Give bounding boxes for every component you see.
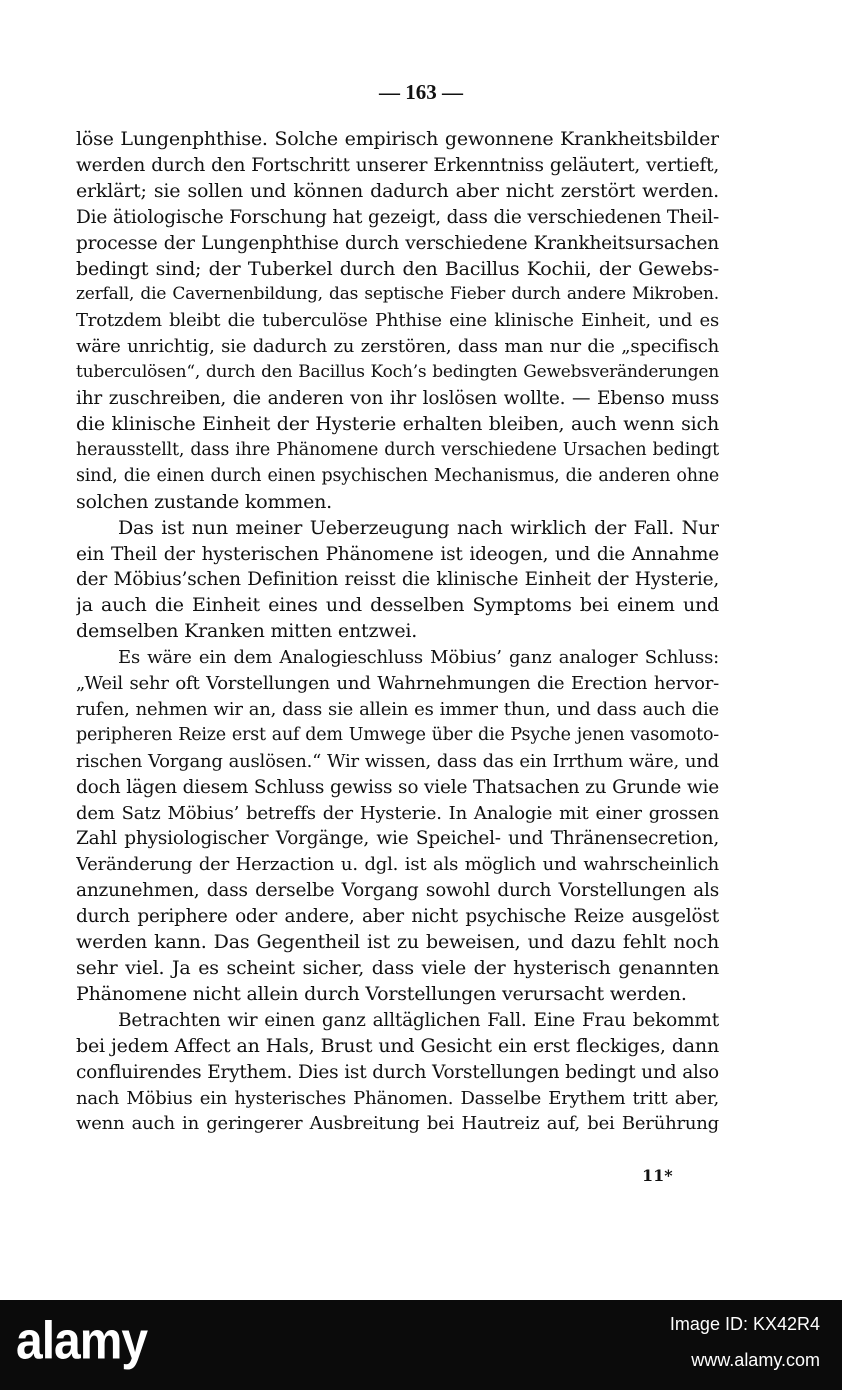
text-line: demselben Kranken mitten entzwei. [76,620,418,643]
text-line: bedingt sind; der Tuberkel durch den Bacillus Kochii, der Gewebs- [76,257,719,280]
text-line: wenn auch in geringerer Ausbreitung bei Hautreiz auf, bei Berührung [76,1113,719,1135]
page-number: — 163 — [379,80,463,104]
alamy-logo: alamy [16,1312,148,1371]
text-line: sehr viel. Ja es scheint sicher, dass viele der hysterisch genannten [76,957,719,979]
text-line: löse Lungenphthise. Solche empirisch gewonnene Krankheitsbilder [76,128,719,150]
text-line: Es wäre ein dem Analogieschluss Möbius’ ganz analoger Schluss: [118,647,719,669]
text-line: erklärt; sie sollen und können dadurch aber nicht zerstört werden. [76,179,719,202]
text-line: rufen, nehmen wir an, dass sie allein es immer thun, und dass auch die [76,698,719,720]
text-line: confluirendes Erythem. Dies ist durch Vorstellungen bedingt und also [76,1061,719,1083]
body-text [76,127,719,1137]
text-line: „Weil sehr oft Vorstellungen und Wahrnehmungen die Erection hervor- [76,673,719,695]
text-line: nach Möbius ein hysterisches Phänomen. Dasselbe Erythem tritt aber, [76,1087,719,1109]
text-line: ein Theil der hysterischen Phänomene ist ideogen, und die Annahme [76,543,719,565]
text-line: Das ist nun meiner Ueberzeugung nach wirklich der Fall. Nur [118,516,719,539]
text-line: peripheren Reize erst auf dem Umwege über die Psyche jenen vasomoto- [76,724,719,745]
watermark-url: www.alamy.com [691,1350,820,1370]
text-line: werden durch den Fortschritt unserer Erkenntniss geläutert, vertieft, [76,154,719,176]
text-line: werden kann. Das Gegentheil ist zu beweisen, und dazu fehlt noch [76,931,719,954]
text-line: rischen Vorgang auslösen.“ Wir wissen, dass das ein Irrthum wäre, und [76,750,719,772]
text-line: Veränderung der Herzaction u. dgl. ist als möglich und wahrscheinlich [76,854,719,876]
text-line: Phänomene nicht allein durch Vorstellungen verursacht werden. [76,982,687,1005]
text-line: anzunehmen, dass derselbe Vorgang sowohl durch Vorstellungen als [76,880,719,902]
signature-mark: 11* [642,1166,673,1185]
text-line: durch periphere oder andere, aber nicht psychische Reize ausgelöst [76,906,719,928]
text-line: zerfall, die Cavernenbildung, das septische Fieber durch andere Mikroben. [76,284,719,305]
text-line: tuberculösen“, durch den Bacillus Koch’s bedingten Gewebsveränderungen [76,362,719,383]
text-line: processe der Lungenphthise durch verschiedene Krankheitsursachen [76,232,719,254]
text-line: die klinische Einheit der Hysterie erhalten bleiben, auch wenn sich [76,412,719,435]
watermark-bar [0,1300,842,1390]
text-line: Zahl physiologischer Vorgänge, wie Speichel- und Thränensecretion, [76,828,719,850]
text-line: ja auch die Einheit eines und desselben Symptoms bei einem und [76,594,719,617]
text-line: sind, die einen durch einen psychischen Mechanismus, die anderen ohne [76,465,719,486]
text-line: Trotzdem bleibt die tuberculöse Phthise eine klinische Einheit, und es [76,310,719,332]
image-id: Image ID: KX42R4 [669,1314,820,1334]
text-line: Die ätiologische Forschung hat gezeigt, dass die verschiedenen Theil- [76,206,719,228]
text-line: Betrachten wir einen ganz alltäglichen Fall. Eine Frau bekommt [118,1009,719,1031]
text-line: herausstellt, dass ihre Phänomene durch verschiedene Ursachen bedingt [76,439,719,460]
text-line: der Möbius’schen Definition reisst die klinische Einheit der Hysterie, [76,569,719,591]
text-line: dem Satz Möbius’ betreffs der Hysterie. In Analogie mit einer grossen [76,802,719,824]
text-line: doch lägen diesem Schluss gewiss so viele Thatsachen zu Grunde wie [76,776,719,798]
text-line: bei jedem Affect an Hals, Brust und Gesicht ein erst fleckiges, dann [76,1034,719,1057]
text-line: wäre unrichtig, sie dadurch zu zerstören, dass man nur die „specifisch [76,336,719,358]
text-line: ihr zuschreiben, die anderen von ihr loslösen wollte. — Ebenso muss [76,388,719,410]
text-line: solchen zustande kommen. [76,490,333,513]
